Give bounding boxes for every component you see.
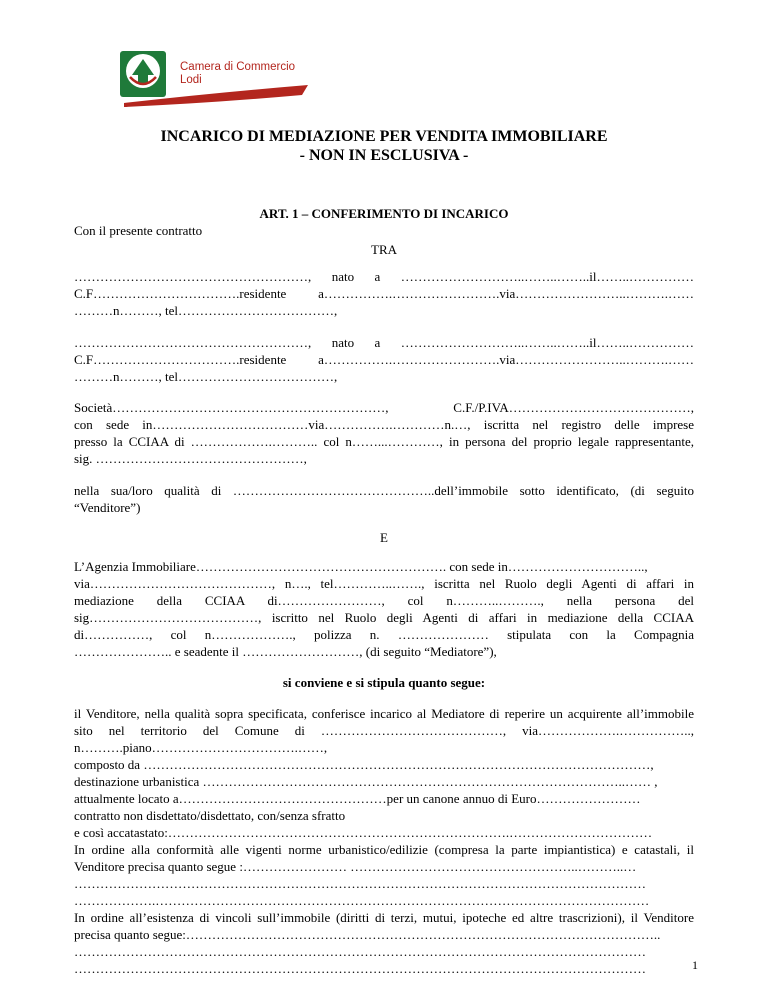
agreement-heading: si conviene e si stipula quanto segue:: [282, 675, 486, 690]
party2-line: ………………………………………………, nato a ………………………..……..……..il……..……………: [74, 335, 694, 350]
tra-label: TRA: [371, 242, 397, 257]
quality-line: nella sua/loro qualità di ………………………………………..dell’immobile sotto identificato, (di seguito: [74, 483, 694, 498]
body-line: ……………….……………………………………………………………………………………………………: [74, 893, 650, 908]
body-line: composto da ………………………………………………………………………………………………………,: [74, 757, 654, 772]
agency-line: ………………….. e seadente il ………………………, (di seguito “Mediatore”),: [74, 644, 497, 659]
intro-text: Con il presente contratto: [74, 223, 203, 238]
agency-line: L’Agenzia Immobiliare…………………………………………………. con sede in…………………………..,: [74, 559, 648, 574]
party1-line: C.F…………………………….residente a…………….…………………….via……………………..……….……: [74, 286, 694, 301]
body-line: e così accatastato:…………………………………………………………………….……………………………: [74, 825, 653, 840]
party2-line: C.F…………………………….residente a…………….…………………….via……………………..……….……: [74, 352, 694, 367]
agency-line: mediazione della CCIAA di……………………, col n………..………., nella persona del: [74, 593, 694, 608]
body-line: ……………………………………………………………………………………………………………………: [74, 876, 646, 891]
body-line: attualmente locato a…………………………………………per un canone annuo di Euro……………………: [74, 791, 641, 806]
agency-line: sig…………………………………, iscritto nel Ruolo degli Agenti di affari in mediazione della CCIAA: [74, 610, 694, 625]
page-number: 1: [692, 958, 698, 972]
body-line: sito nel territorio del Comune di ……………………………………, via……………….……………..,: [74, 723, 694, 738]
article-heading: ART. 1 – CONFERIMENTO DI INCARICO: [259, 206, 509, 221]
logo-text: Camera di Commercio Lodi: [180, 61, 296, 86]
document-title: INCARICO DI MEDIAZIONE PER VENDITA IMMOBILIARE: [160, 128, 608, 145]
body-line: In ordine all’esistenza di vincoli sull’immobile (diritti di terzi, mutui, ipoteche ed altre trascrizioni), il Venditore: [74, 910, 694, 925]
body-line: precisa quanto segue:………………………………………………………………………………………………..: [74, 927, 661, 942]
body-line: ……………………………………………………………………………………………………………………: [74, 944, 646, 959]
body-line: Venditore precisa quanto segue :…………………… ……………………………………………..………..…: [74, 859, 637, 874]
party2-line: ………n………, tel………………………………,: [74, 369, 338, 384]
agency-line: di……………, col n………………., polizza n. ………………… stipulata con la Compagnia: [74, 627, 694, 642]
body-line: contratto non disdettato/disdettato, con/senza sfratto: [74, 808, 346, 823]
company-line: presso la CCIAA di ……………….……….. col n……...…………, in persona del proprio legale rappresentante,: [74, 434, 694, 449]
e-label: E: [380, 530, 388, 545]
body-line: ……………………………………………………………………………………………………………………: [74, 961, 646, 976]
body-line: destinazione urbanistica ……………………………………………………………………………………..…… ,: [74, 774, 658, 789]
quality-line: “Venditore”): [74, 500, 141, 515]
body-line: n……….piano…………………………….……,: [74, 740, 328, 755]
party1-line: ………………………………………………, nato a ………………………..……..……..il……..……………: [74, 269, 694, 284]
party1-line: ………n………, tel………………………………,: [74, 303, 338, 318]
company-line: sig. …………………………………………,: [74, 451, 307, 466]
document-subtitle: - NON IN ESCLUSIVA -: [299, 147, 469, 164]
body-line: In ordine alla conformità alle vigenti norme urbanistico/edilizie (compresa la parte impiantistica) e catastali, il: [74, 842, 694, 857]
company-line: con sede in………………………………via…………….…………n.…, iscritta nel registro delle imprese: [74, 417, 694, 432]
company-line: Società………………………………………………………, C.F./P.IVA……………………………………,: [74, 400, 694, 415]
body-line: il Venditore, nella qualità sopra specificata, conferisce incarico al Mediatore di reperire un acquirente all’immobile: [74, 706, 694, 721]
chamber-logo: [112, 47, 312, 109]
agency-line: via……………………………………, n…., tel…………..……., iscritta nel Ruolo degli Agenti di affari in: [74, 576, 694, 591]
